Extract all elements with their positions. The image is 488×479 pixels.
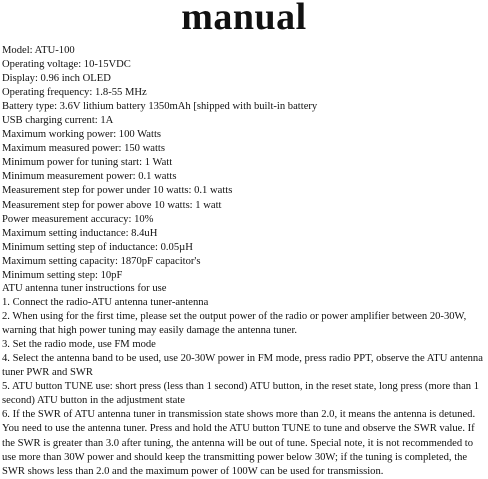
spec-min-inductance-step: Minimum setting step of inductance: 0.05µH	[2, 241, 193, 253]
spec-power-accuracy: Power measurement accuracy: 10%	[2, 213, 154, 225]
instructions-section	[2, 282, 486, 479]
specifications-list	[2, 44, 486, 283]
instruction-step-6: 6. If the SWR of ATU antenna tuner in transmission state shows more than 2.0, it means the antenna is detuned. You need to use the antenna tuner. Press and hold the ATU button TUNE to tune and observe the SWR value. If the SWR is greater than 3.0 after tuning, the antenna will be out of tune. Special note, it is not recommended to use more than 30W power and should keep the transmitting power below 30W; if the tuning is completed, the SWR shows less than 2.0 and the maximum power of 100W can be used for transmission.	[2, 409, 476, 477]
spec-step-above-10w: Measurement step for power above 10 watts: 1 watt	[2, 199, 222, 211]
spec-usb-charging-current: USB charging current: 1A	[2, 115, 114, 127]
spec-min-setting-step: Minimum setting step: 10pF	[2, 269, 123, 281]
instruction-step-5: 5. ATU button TUNE use: short press (less than 1 second) ATU button, in the reset state, long press (more than 1 second) ATU button in the adjustment state	[2, 381, 480, 407]
instruction-step-4: 4. Select the antenna band to be used, use 20-30W power in FM mode, press radio PPT, observe the ATU antenna tuner PWR and SWR	[2, 353, 483, 379]
spec-min-tuning-power: Minimum power for tuning start: 1 Watt	[2, 157, 173, 169]
instruction-step-1: 1. Connect the radio-ATU antenna tuner-antenna	[2, 297, 209, 309]
spec-battery-type: Battery type: 3.6V lithium battery 1350mAh [shipped with built-in battery	[2, 101, 318, 113]
spec-display: Display: 0.96 inch OLED	[2, 73, 111, 85]
instructions-heading: ATU antenna tuner instructions for use	[2, 283, 167, 294]
spec-max-measured-power: Maximum measured power: 150 watts	[2, 143, 165, 155]
page-title: manual	[181, 0, 307, 38]
spec-model: Model: ATU-100	[2, 45, 75, 56]
spec-operating-voltage: Operating voltage: 10-15VDC	[2, 59, 131, 71]
spec-min-measurement-power: Minimum measurement power: 0.1 watts	[2, 171, 177, 183]
instruction-step-3: 3. Set the radio mode, use FM mode	[2, 339, 156, 351]
spec-max-capacity: Maximum setting capacity: 1870pF capacitor's	[2, 255, 201, 267]
spec-max-inductance: Maximum setting inductance: 8.4uH	[2, 227, 158, 239]
spec-max-working-power: Maximum working power: 100 Watts	[2, 129, 162, 141]
spec-step-under-10w: Measurement step for power under 10 watts: 0.1 watts	[2, 185, 233, 197]
instruction-step-2: 2. When using for the first time, please set the output power of the radio or power amplifier between 20-30W, warning that high power tuning may easily damage the antenna tuner.	[2, 311, 467, 337]
spec-operating-frequency: Operating frequency: 1.8-55 MHz	[2, 87, 147, 99]
